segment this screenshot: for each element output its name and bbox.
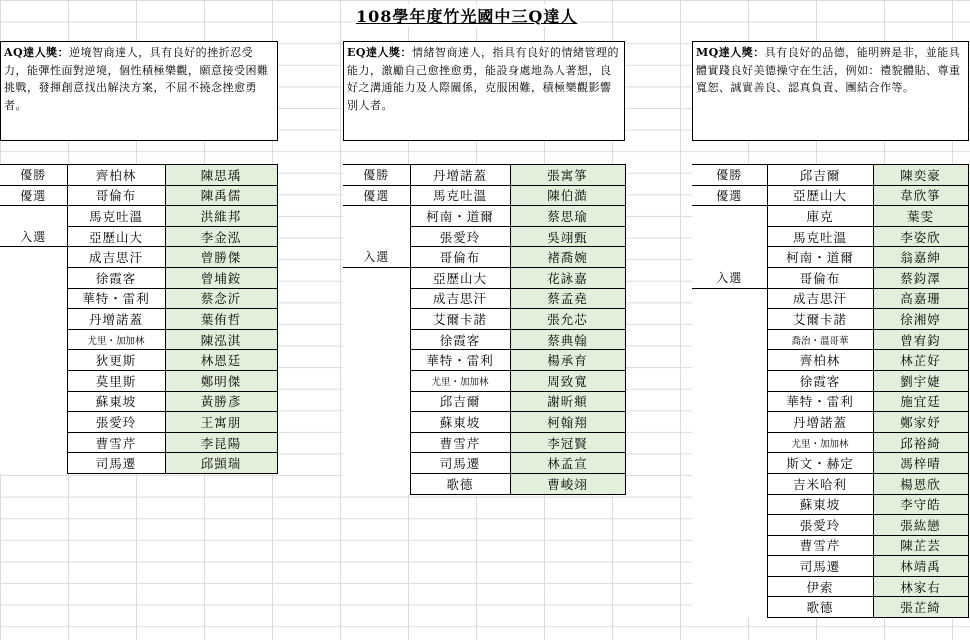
teacher-cell: 邱裕綺 [873, 432, 968, 453]
teacher-cell: 鄭明傑 [165, 370, 277, 391]
rank-cell [343, 329, 410, 350]
rank-cell [692, 350, 767, 371]
name-cell: 曹雪芹 [767, 535, 873, 556]
rank-cell [343, 432, 410, 453]
rank-cell [692, 432, 767, 453]
rank-cell [692, 453, 767, 474]
rank-cell [0, 329, 67, 350]
aq-table-row [0, 432, 277, 453]
name-cell: 哥倫布 [67, 185, 165, 206]
aq-table-row [0, 391, 277, 412]
eq-table-row [343, 288, 625, 309]
aq-table-row [0, 350, 277, 371]
name-cell: 伊索 [767, 576, 873, 597]
rank-cell: 優選 [692, 185, 767, 206]
teacher-cell: 吳翊甄 [510, 226, 625, 247]
mq-table-row [692, 267, 968, 288]
rank-cell [692, 494, 767, 515]
mq-table-row [692, 247, 968, 268]
teacher-cell: 鄭家妤 [873, 412, 968, 433]
teacher-cell: 葉雯 [873, 206, 968, 227]
teacher-cell: 曹峻翊 [510, 473, 625, 494]
teacher-cell: 張允芯 [510, 309, 625, 330]
rank-cell [692, 226, 767, 247]
aq-description [0, 41, 278, 141]
name-cell: 司馬遷 [767, 556, 873, 577]
teacher-cell: 周致寬 [510, 370, 625, 391]
mq-description-text: 具有良好的品德，能明辨是非，並能具體實踐良好美德操守在生活，例如：禮貌體貼、尊重寬恕、誠實善良、認真負責、團結合作等。 [696, 46, 961, 94]
teacher-cell: 曾宥鈞 [873, 329, 968, 350]
rank-cell: 優選 [343, 185, 410, 206]
rank-cell [0, 309, 67, 330]
name-cell: 斯文・赫定 [767, 453, 873, 474]
aq-table-row [0, 453, 277, 474]
rank-cell [343, 309, 410, 330]
eq-table-row [343, 370, 625, 391]
mq-table-row [692, 165, 968, 186]
name-cell: 成吉思汗 [767, 288, 873, 309]
rank-cell [0, 432, 67, 453]
name-cell: 蘇東坡 [67, 391, 165, 412]
teacher-cell: 王寓朋 [165, 412, 277, 433]
rank-cell [343, 412, 410, 433]
mq-table-row [692, 226, 968, 247]
mq-table-row [692, 432, 968, 453]
aq-table-row [0, 267, 277, 288]
eq-table-row [343, 267, 625, 288]
mq-table-row [692, 412, 968, 433]
name-cell: 邱吉爾 [410, 391, 510, 412]
rank-cell: 優勝 [0, 165, 67, 186]
rank-cell [692, 370, 767, 391]
mq-table-row [692, 370, 968, 391]
teacher-cell: 蔡念沂 [165, 288, 277, 309]
teacher-cell: 李昆陽 [165, 432, 277, 453]
teacher-cell: 林芷好 [873, 350, 968, 371]
name-cell: 狄更斯 [67, 350, 165, 371]
eq-table-row [343, 391, 625, 412]
name-cell: 丹增諾蓋 [67, 309, 165, 330]
name-cell: 成吉思汗 [410, 288, 510, 309]
eq-table-row [343, 329, 625, 350]
name-cell: 張愛玲 [67, 412, 165, 433]
aq-description-text: 逆境智商達人，具有良好的挫折忍受力，能彈性面對逆境，個性積極樂觀，願意接受困難挑戰，發揮創意找出解決方案，不屈不撓念挫愈勇者。 [4, 46, 269, 112]
rank-cell [0, 247, 67, 268]
name-cell: 哥倫布 [767, 267, 873, 288]
name-cell: 徐霞客 [410, 329, 510, 350]
name-cell: 庫克 [767, 206, 873, 227]
page-title: 108學年度竹光國中三Q達人 [352, 4, 581, 27]
rank-cell: 優勝 [343, 165, 410, 186]
teacher-cell: 陳芷芸 [873, 535, 968, 556]
teacher-cell: 蔡孟堯 [510, 288, 625, 309]
rank-cell [343, 391, 410, 412]
eq-table-row [343, 247, 625, 268]
rank-cell [343, 288, 410, 309]
name-cell: 莫里斯 [67, 370, 165, 391]
teacher-cell: 蔡思瑜 [510, 206, 625, 227]
eq-table-row [343, 473, 625, 494]
mq-table-row [692, 329, 968, 350]
eq-description [343, 41, 625, 141]
aq-table-row [0, 288, 277, 309]
name-cell: 艾爾卡諾 [410, 309, 510, 330]
rank-cell: 入選 [0, 226, 67, 247]
name-cell: 徐霞客 [67, 267, 165, 288]
name-cell: 柯南・道爾 [410, 206, 510, 227]
rank-cell: 優勝 [692, 165, 767, 186]
teacher-cell: 曾勝傑 [165, 247, 277, 268]
name-cell: 邱吉爾 [767, 165, 873, 186]
rank-cell [692, 329, 767, 350]
name-cell: 亞歷山大 [67, 226, 165, 247]
teacher-cell: 楊承育 [510, 350, 625, 371]
rank-cell [692, 473, 767, 494]
name-cell: 歌德 [767, 597, 873, 618]
teacher-cell: 張寓箏 [510, 165, 625, 186]
mq-table-row [692, 473, 968, 494]
name-cell: 成吉思汗 [67, 247, 165, 268]
rank-cell [692, 597, 767, 618]
teacher-cell: 蔡鈞澤 [873, 267, 968, 288]
rank-cell [343, 226, 410, 247]
name-cell: 華特・雷利 [410, 350, 510, 371]
teacher-cell: 陳禹儒 [165, 185, 277, 206]
name-cell: 曹雪芹 [410, 432, 510, 453]
name-cell: 艾爾卡諾 [767, 309, 873, 330]
teacher-cell: 柯翰翔 [510, 412, 625, 433]
rank-cell: 入選 [692, 267, 767, 288]
teacher-cell: 蔡典翰 [510, 329, 625, 350]
name-cell: 尤里・加加林 [67, 329, 165, 350]
rank-cell [343, 267, 410, 288]
mq-table-row [692, 185, 968, 206]
rank-cell [0, 288, 67, 309]
name-cell: 齊柏林 [67, 165, 165, 186]
rank-cell [692, 556, 767, 577]
aq-table-row [0, 370, 277, 391]
teacher-cell: 張紘戀 [873, 515, 968, 536]
rank-cell [0, 267, 67, 288]
mq-description-heading: MQ達人獎： [696, 46, 765, 59]
rank-cell [343, 370, 410, 391]
teacher-cell: 林孟宣 [510, 453, 625, 474]
name-cell: 喬治・溫哥華 [767, 329, 873, 350]
eq-award-table [343, 164, 626, 495]
eq-table-row [343, 185, 625, 206]
mq-table-row [692, 288, 968, 309]
rank-cell [692, 247, 767, 268]
mq-table-row [692, 309, 968, 330]
rank-cell [0, 350, 67, 371]
rank-cell [692, 391, 767, 412]
name-cell: 司馬遷 [410, 453, 510, 474]
mq-table-row [692, 535, 968, 556]
aq-description-heading: AQ達人獎： [4, 46, 70, 59]
teacher-cell: 林恩廷 [165, 350, 277, 371]
name-cell: 馬克吐溫 [410, 185, 510, 206]
name-cell: 馬克吐溫 [67, 206, 165, 227]
teacher-cell: 施宜廷 [873, 391, 968, 412]
aq-table-row [0, 206, 277, 227]
teacher-cell: 花詠嘉 [510, 267, 625, 288]
name-cell: 尤里・加加林 [767, 432, 873, 453]
name-cell: 丹增諾蓋 [410, 165, 510, 186]
eq-table-row [343, 309, 625, 330]
aq-table-row [0, 412, 277, 433]
teacher-cell: 李姿欣 [873, 226, 968, 247]
name-cell: 蘇東坡 [767, 494, 873, 515]
rank-cell: 優選 [0, 185, 67, 206]
aq-table-row [0, 226, 277, 247]
teacher-cell: 翁嘉紳 [873, 247, 968, 268]
teacher-cell: 陳泓淇 [165, 329, 277, 350]
teacher-cell: 徐湘婷 [873, 309, 968, 330]
mq-table-row [692, 576, 968, 597]
eq-description-heading: EQ達人獎： [347, 46, 412, 59]
teacher-cell: 林家右 [873, 576, 968, 597]
rank-cell [692, 412, 767, 433]
aq-table-row [0, 185, 277, 206]
name-cell: 齊柏林 [767, 350, 873, 371]
rank-cell [692, 535, 767, 556]
teacher-cell: 葉侑哲 [165, 309, 277, 330]
rank-cell [0, 453, 67, 474]
name-cell: 柯南・道爾 [767, 247, 873, 268]
name-cell: 尤里・加加林 [410, 370, 510, 391]
teacher-cell: 陳思瑀 [165, 165, 277, 186]
teacher-cell: 李金泓 [165, 226, 277, 247]
eq-table-row [343, 350, 625, 371]
eq-table-row [343, 432, 625, 453]
name-cell: 丹增諾蓋 [767, 412, 873, 433]
teacher-cell: 褚喬婉 [510, 247, 625, 268]
teacher-cell: 李守皓 [873, 494, 968, 515]
eq-table-row [343, 206, 625, 227]
mq-table-row [692, 453, 968, 474]
aq-table-row [0, 309, 277, 330]
mq-table-row [692, 350, 968, 371]
mq-award-table [692, 164, 969, 618]
name-cell: 蘇東坡 [410, 412, 510, 433]
name-cell: 馬克吐溫 [767, 226, 873, 247]
mq-table-row [692, 206, 968, 227]
teacher-cell: 張芷綺 [873, 597, 968, 618]
eq-table-row [343, 453, 625, 474]
rank-cell [0, 412, 67, 433]
rank-cell [692, 206, 767, 227]
name-cell: 張愛玲 [410, 226, 510, 247]
teacher-cell: 林靖禹 [873, 556, 968, 577]
teacher-cell: 馮梓晴 [873, 453, 968, 474]
eq-table-row [343, 412, 625, 433]
teacher-cell: 黃勝彥 [165, 391, 277, 412]
rank-cell [343, 473, 410, 494]
mq-table-row [692, 494, 968, 515]
name-cell: 歌德 [410, 473, 510, 494]
rank-cell [0, 370, 67, 391]
rank-cell [692, 576, 767, 597]
aq-table-row [0, 247, 277, 268]
teacher-cell: 李冠賢 [510, 432, 625, 453]
mq-description [692, 41, 969, 141]
name-cell: 徐霞客 [767, 370, 873, 391]
teacher-cell: 陳奕豪 [873, 165, 968, 186]
teacher-cell: 韋欣箏 [873, 185, 968, 206]
rank-cell [0, 391, 67, 412]
rank-cell [692, 288, 767, 309]
rank-cell [343, 350, 410, 371]
aq-table-row [0, 165, 277, 186]
eq-table-row [343, 226, 625, 247]
name-cell: 曹雪芹 [67, 432, 165, 453]
rank-cell [692, 515, 767, 536]
teacher-cell: 曾埔銨 [165, 267, 277, 288]
teacher-cell: 謝昕頫 [510, 391, 625, 412]
teacher-cell: 楊恩欣 [873, 473, 968, 494]
rank-cell [0, 206, 67, 227]
aq-table-row [0, 329, 277, 350]
rank-cell [343, 453, 410, 474]
teacher-cell: 高嘉珊 [873, 288, 968, 309]
name-cell: 華特・雷利 [67, 288, 165, 309]
name-cell: 亞歷山大 [767, 185, 873, 206]
mq-table-row [692, 556, 968, 577]
name-cell: 張愛玲 [767, 515, 873, 536]
eq-table-row [343, 165, 625, 186]
teacher-cell: 洪維邦 [165, 206, 277, 227]
name-cell: 亞歷山大 [410, 267, 510, 288]
name-cell: 司馬遷 [67, 453, 165, 474]
rank-cell [343, 206, 410, 227]
name-cell: 吉米哈利 [767, 473, 873, 494]
name-cell: 哥倫布 [410, 247, 510, 268]
mq-table-row [692, 391, 968, 412]
rank-cell: 入選 [343, 247, 410, 268]
aq-award-table [0, 164, 278, 474]
teacher-cell: 劉宇婕 [873, 370, 968, 391]
teacher-cell: 邱顗瑞 [165, 453, 277, 474]
rank-cell [692, 309, 767, 330]
mq-table-row [692, 515, 968, 536]
name-cell: 華特・雷利 [767, 391, 873, 412]
mq-table-row [692, 597, 968, 618]
eq-description-text: 情緒智商達人，指具有良好的情緒管理的能力，激勵自己愈挫愈勇，能設身處地為人著想，良好之溝通能力及人際關係，克服困難，積極樂觀影響別人者。 [347, 46, 619, 112]
teacher-cell: 陳伯澔 [510, 185, 625, 206]
